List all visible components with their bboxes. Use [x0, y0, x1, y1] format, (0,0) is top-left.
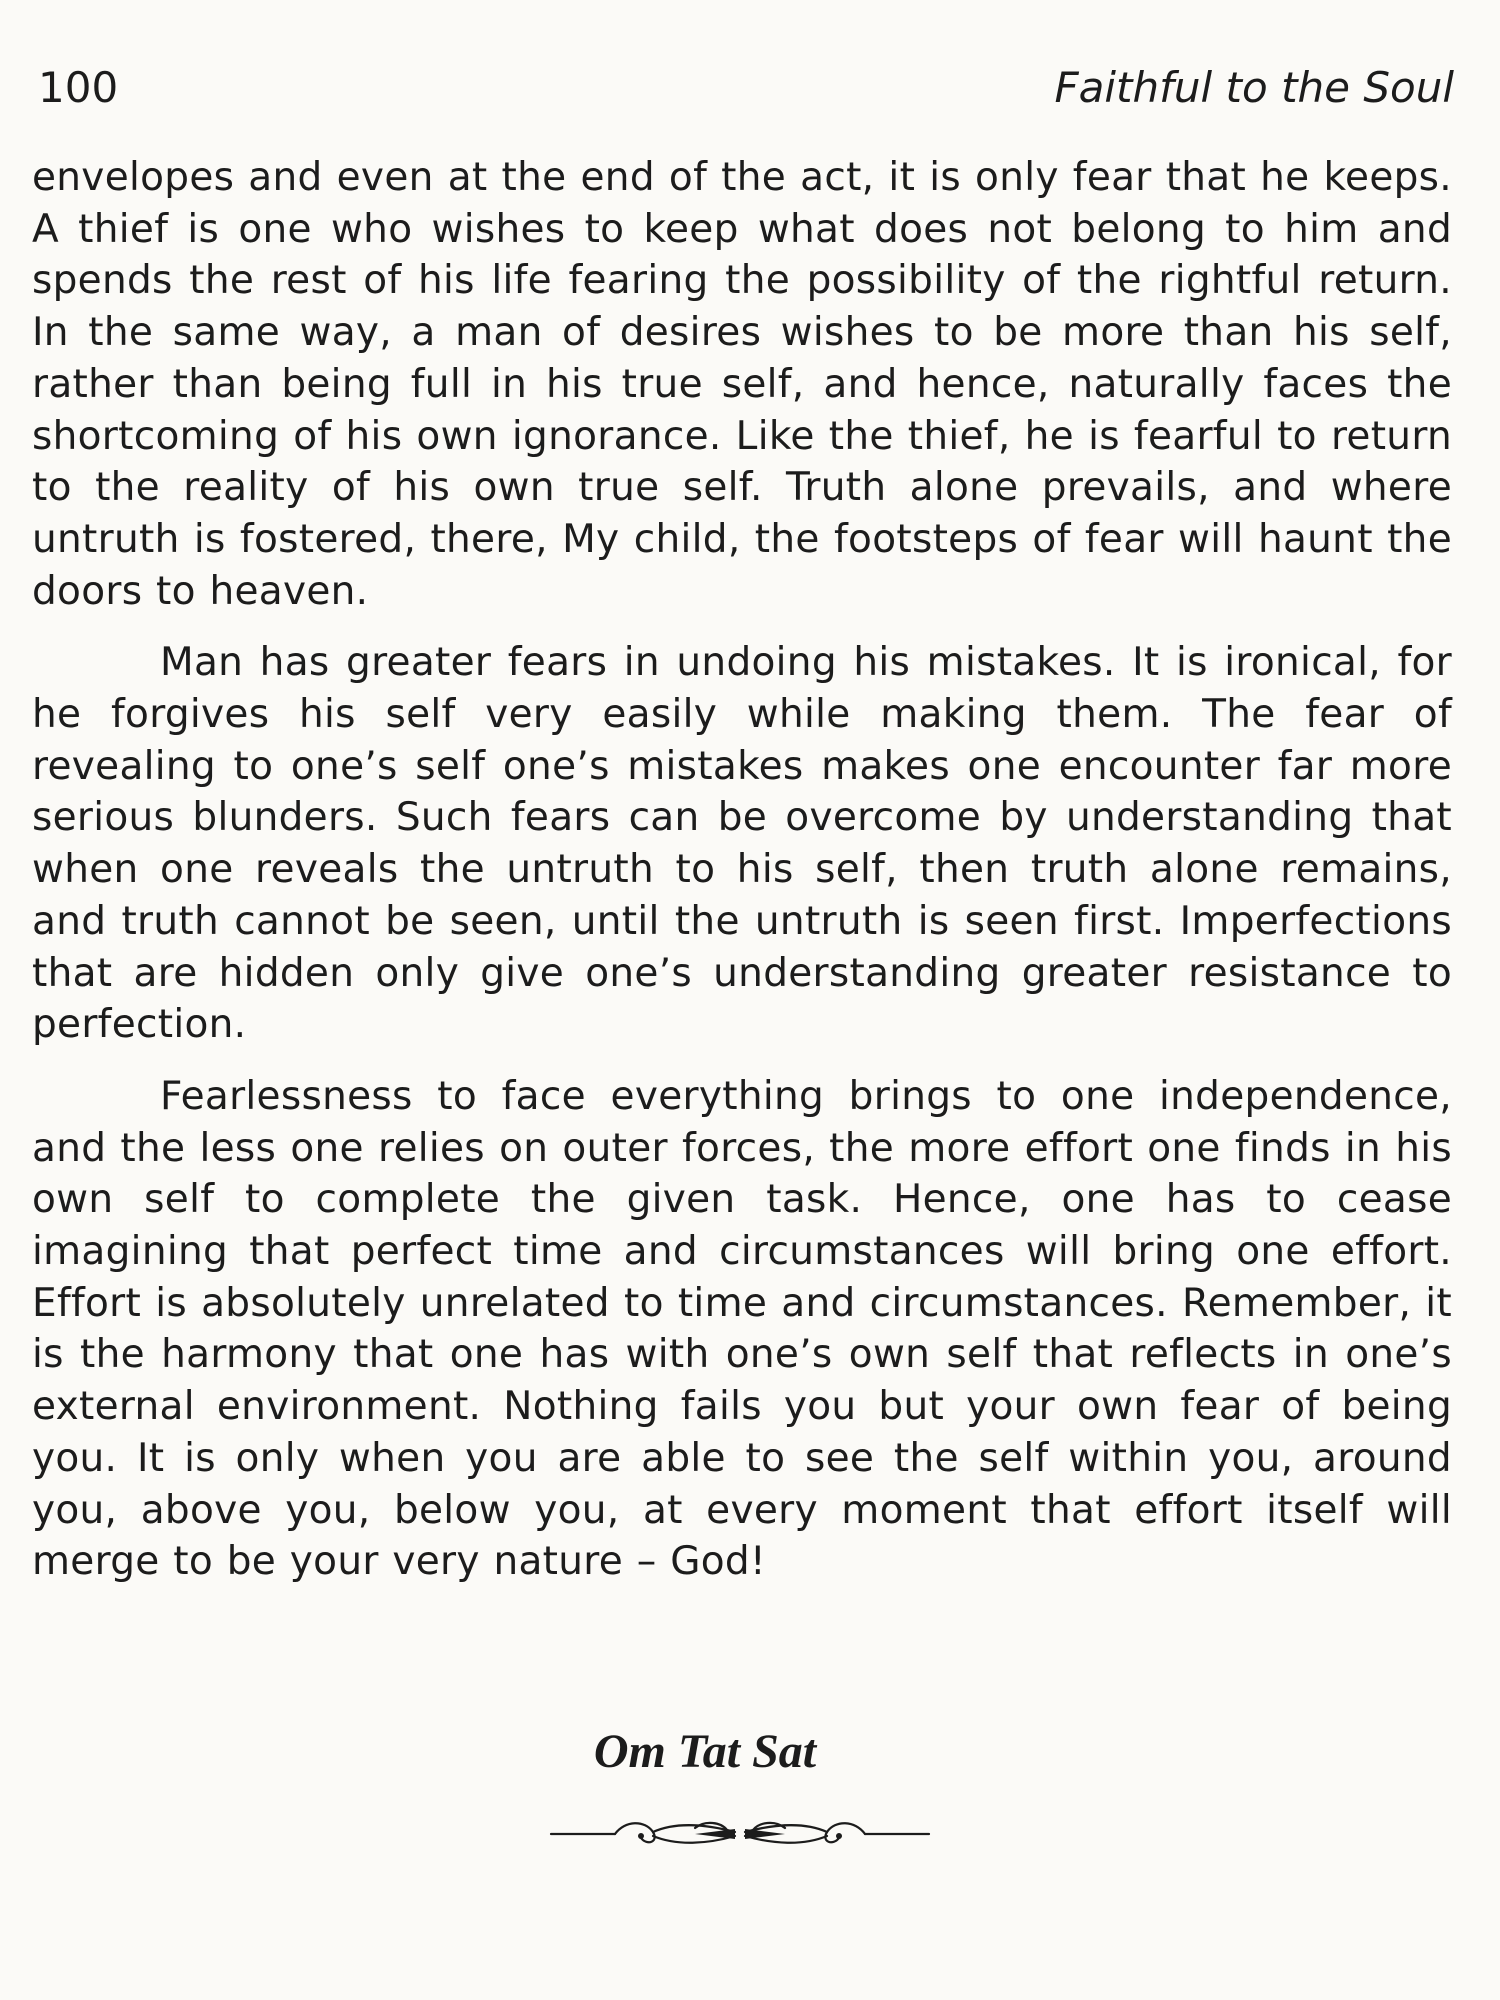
paragraph-fearlessness: Fearlessness to face everything brings to one independence, and the less one relies on outer forces, the more effort one finds in his own self to complete the given task. Hence, one has to cease imagining that perfect time and circumstances will bring one effort. Effort is absolutely unrelated to time and circumstances. Remember, it is the harmony that one has with one’s own self that reflects in one’s external environment. Nothing fails you but your own fear of being you. It is only when you are able to see the self within you, around you, above you, below you, at every moment that effort itself will merge to be your very nature – God! [32, 1073, 1452, 1585]
closing-phrase: Om Tat Sat [593, 1725, 817, 1778]
paragraph-continued: envelopes and even at the end of the act, it is only fear that he keeps. A thief is one who wishes to keep what does not belong to him and spends the rest of his life fearing the possibility of the rightful return. In the same way, a man of desires wishes to be more than his self, rather than being full in his true self, and hence, naturally faces the shortcoming of his own ignorance. Like the thief, he is fearful to return to the reality of his own true self. Truth alone prevails, and where untruth is fostered, there, My child, the footsteps of fear will haunt the doors to heaven. [32, 155, 1452, 614]
page-number: 100 [38, 63, 119, 112]
running-title: Faithful to the Soul [1054, 63, 1454, 112]
scroll-flourish-ornament-icon [545, 1812, 935, 1856]
body-text [32, 152, 1452, 1588]
page-header [38, 58, 1454, 118]
paragraph-mistakes: Man has greater fears in undoing his mistakes. It is ironical, for he forgives his self very easily while making them. The fear of revealing to one’s self one’s mistakes makes one encounter far more serious blunders. Such fears can be overcome by understanding that when one reveals the untruth to his self, then truth alone remains, and truth cannot be seen, until the untruth is seen first. Imperfections that are hidden only give one’s understanding greater resistance to perfection. [32, 640, 1452, 1048]
